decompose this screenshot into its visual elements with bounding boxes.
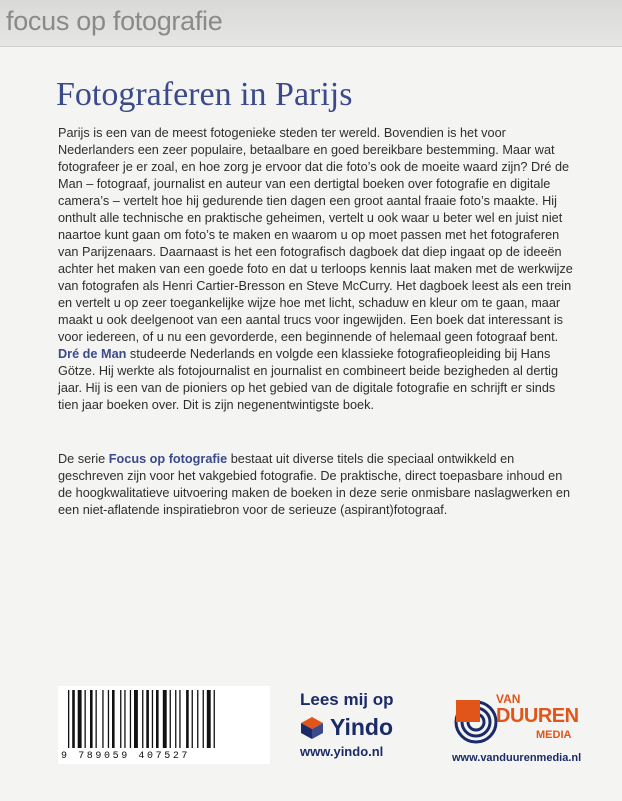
yindo-brand: Yindo <box>330 714 394 740</box>
yindo-lead-text: Lees mij op <box>300 690 394 709</box>
publisher-url[interactable]: www.vanduurenmedia.nl <box>452 752 582 764</box>
barcode-digits: 9 789059 407527 <box>61 751 191 762</box>
book-title: Fotograferen in Parijs <box>56 76 353 113</box>
yindo-promo <box>300 690 430 759</box>
series-text-after: bestaat uit diverse titels die speciaal ontwikkeld en geschreven zijn voor het vakgebied fotografie. De praktische, direct toepasbare inhoud en de hoogkwalitatieve uitvoering maken de boeken in deze serie onmisbare naslagwerken en een niet-aflatende inspiratiebron voor de serieuze (aspirant)fotograaf. <box>58 452 571 517</box>
publisher-logo <box>452 690 592 764</box>
publisher-media: MEDIA <box>536 729 572 741</box>
series-paragraph <box>58 451 578 519</box>
isbn-barcode <box>58 686 270 764</box>
van-duuren-logo <box>452 690 592 750</box>
blurb-paragraph: Parijs is een van de meest fotogenieke steden ter wereld. Bovendien is het voor Nederlanders een zeer populaire, betaalbare en goed bereikbare bestemming. Maar wat fotografeer je er zoal, en hoe zorg je ervoor dat die foto’s ook de moeite waard zijn? Dré de Man – fotograaf, journalist en auteur van een dertigtal boeken over fotografie en digitale camera’s – vertelt hoe hij gedurende tien dagen een groot aantal fraaie foto’s maakte. Hij onthult alle technische en praktische geheimen, vertelt u ook waar u beter wel en juist niet naartoe kunt gaan om foto’s te maken en waarom u op moet passen met het fotograferen van Parijzenaars. Daarnaast is het een fotografisch dagboek dat diep ingaat op de ideeën achter het maken van een goede foto en dat u terloops kennis laat maken met de werkwijze van fotografen als Henri Cartier-Bresson en Steve McCurry. Het dagboek leest als een trein en vertelt u op zeer toegankelijke wijze hoe met licht, schaduw en kleur om te gaan, maar maakt u ook deelgenoot van een aantal trucs voor ingewijden. Een boek dat interessant is voor iedereen, of u nu een gevorderde, een beginnende of helemaal geen fotograaf bent. <box>58 126 573 344</box>
yindo-url[interactable]: www.yindo.nl <box>300 744 384 759</box>
series-label: focus op fotografie <box>6 6 223 36</box>
barcode-bars <box>62 690 266 748</box>
series-text-before: De serie <box>58 452 109 466</box>
author-bio: studeerde Nederlands en volgde een klassieke fotografieopleiding bij Hans Götze. Hij werkte als fotojournalist en journalist en combineert beide bezigheden al dertig jaar. Hij is een van de pioniers op het gebied van de digitale fotografie en schrijft er sinds tien jaar boeken over. Dit is zijn negenentwintigste boek. <box>58 347 559 412</box>
series-name: Focus op fotografie <box>108 452 228 466</box>
spiral-icon <box>452 696 500 744</box>
yindo-logo <box>300 714 430 741</box>
author-paragraph <box>58 346 578 414</box>
series-header <box>0 0 622 47</box>
publisher-duuren: DUUREN <box>496 705 579 727</box>
author-name: Dré de Man <box>58 347 127 361</box>
publisher-van: VAN <box>496 692 521 706</box>
yindo-cube-icon <box>300 716 324 740</box>
